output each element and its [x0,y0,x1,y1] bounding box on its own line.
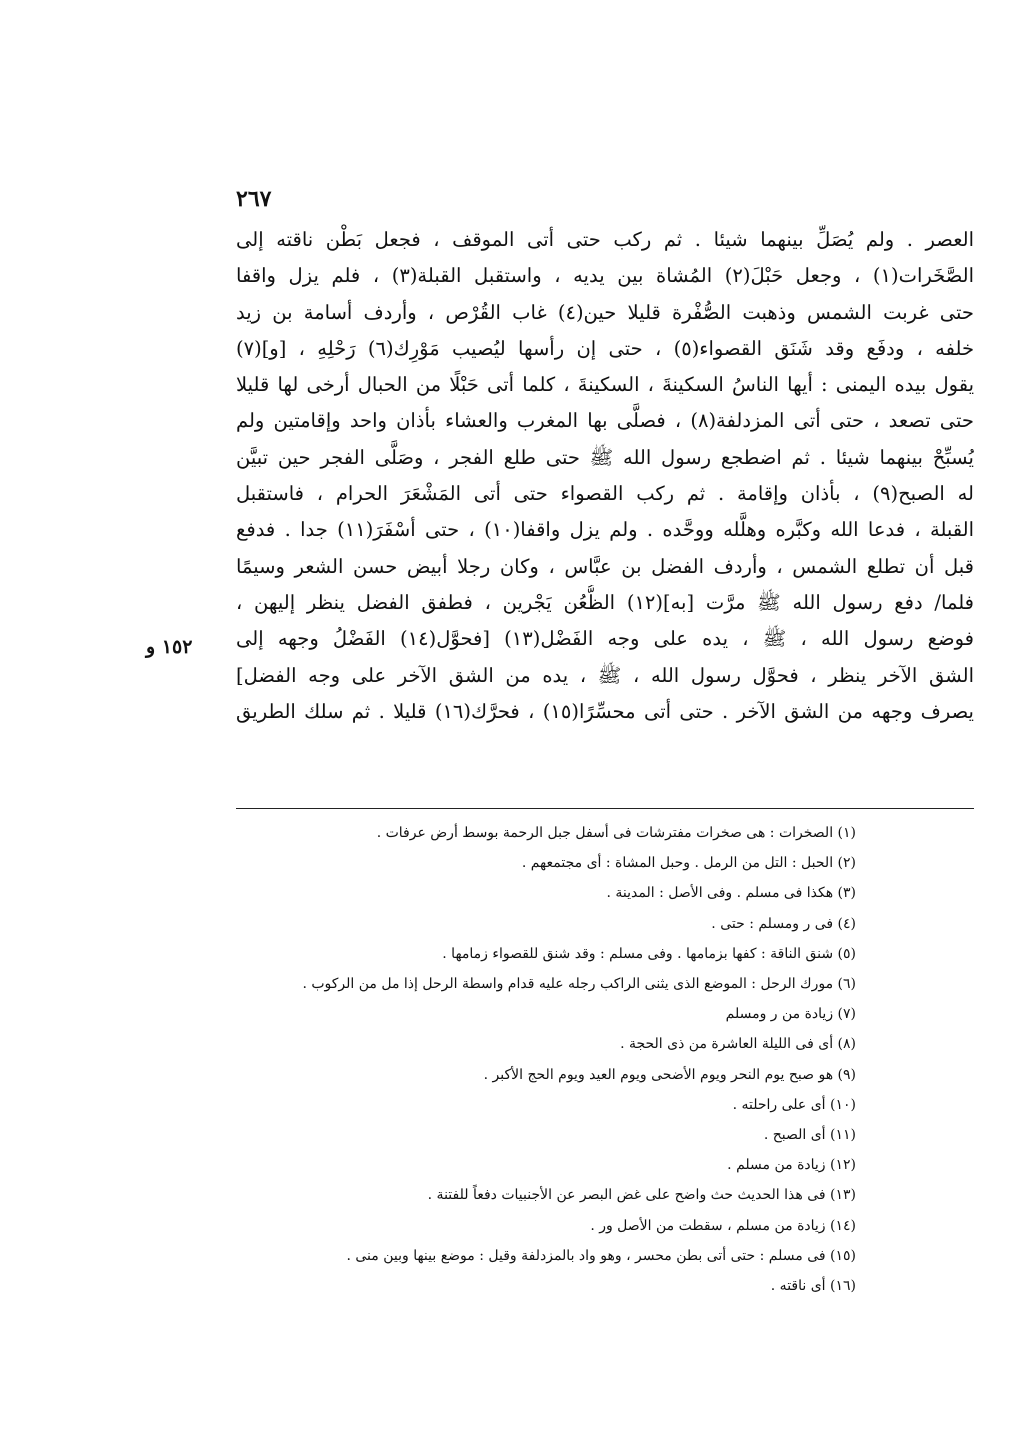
footnote: (٧) زيادة من ر ومسلم [725,1006,856,1023]
page-number: ٢٦٧ [236,186,272,212]
main-line: الصَّخَرات(١) ، وجعل حَبْلَ(٢) المُشاة بين يديه ، واستقبل القبلة(٣) ، فلم يزل واقفا [236,264,974,288]
main-line: فلما/ دفع رسول الله ﷺ مرَّت [به](١٢) الظُّعُن يَجْرين ، فطفق الفضل ينظر إليهن ، [236,590,974,614]
main-line: فوضع رسول الله ، ﷺ ، يده على وجه الفَضْل(١٣) [فحوَّل(١٤) الفَضْلُ وجهه إلى [236,627,974,651]
footnote: (١٣) فى هذا الحديث حث واضح على غض البصر عن الأجنبيات دفعاً للفتنة . [427,1187,856,1204]
main-line: القبلة ، فدعا الله وكبَّره وهلَّله ووحَّده . ولم يزل واقفا(١٠) ، حتى أسْفَرَ(١١) جدا . فدفع [236,518,974,542]
main-line: يُسبِّحْ بينهما شيئا . ثم اضطجع رسول الله ﷺ حتى طلع الفجر ، وصَلَّى الفجر حين تبيَّن [236,445,974,469]
footnote: (٣) هكذا فى مسلم . وفى الأصل : المدينة . [606,885,856,902]
footnotes [236,818,856,1301]
main-line: يقول بيده اليمنى : أيها الناسُ السكينةَ ، السكينةَ ، كلما أتى حَبْلًا من الحبال أرخى لها قليلا [236,373,974,397]
main-line: الشق الآخر ينظر ، فحوَّل رسول الله ، ﷺ ، يده من الشق الآخر على وجه الفضل] [236,663,974,687]
main-line: قبل أن تطلع الشمس ، وأردف الفضل بن عبَّاس ، وكان رجلا أبيض حسن الشعر وسيمًا [236,554,974,578]
margin-folio-note: ١٥٢ و [146,636,193,658]
main-line: حتى غربت الشمس وذهبت الصُّفْرة قليلا حين(٤) غاب القُرْص ، وأردف أسامة بن زيد [236,300,974,324]
main-line: يصرف وجهه من الشق الآخر . حتى أتى محسِّرًا(١٥) ، فحرَّك(١٦) قليلا . ثم سلك الطريق [236,699,974,723]
footnote: (١٠) أى على راحلته . [732,1096,856,1113]
footnote: (٨) أى فى الليلة العاشرة من ذى الحجة . [620,1036,856,1053]
footnote: (١١) أى الصبح . [763,1127,856,1144]
main-line: خلفه ، ودفَع وقد شَنَق القصواء(٥) ، حتى إن رأسها ليُصيب مَوْرِك(٦) رَحْلِهِ ، [و](٧) [236,336,974,360]
footnote: (٦) مورك الرحل : الموضع الذى يثنى الراكب رجله عليه قدام واسطة الرحل إذا مل من الركوب . [302,976,856,993]
footnote: (١٦) أى ناقته . [770,1278,856,1295]
footnote: (٢) الحبل : التل من الرمل . وحبل المشاة : أى مجتمعهم . [521,855,856,872]
footnote-separator [236,808,974,809]
main-line: حتى تصعد ، حتى أتى المزدلفة(٨) ، فصلَّى بها المغرب والعشاء بأذان واحد وإقامتين ولم [236,409,974,433]
footnote: (١٥) فى مسلم : حتى أتى بطن محسر ، وهو واد بالمزدلفة وقيل : موضع بينها وبين منى . [346,1247,856,1264]
footnote: (١٤) زيادة من مسلم ، سقطت من الأصل ور . [590,1217,856,1234]
main-line: العصر . ولم يُصَلِّ بينهما شيئا . ثم ركب حتى أتى الموقف ، فجعل بَطْن ناقته إلى [236,228,974,251]
main-line: له الصبح(٩) ، بأذان وإقامة . ثم ركب القصواء حتى أتى المَشْعَرَ الحرام ، فاستقبل [236,482,974,506]
footnote: (١) الصخرات : هى صخرات مفترشات فى أسفل جبل الرحمة بوسط أرض عرفات . [376,825,856,841]
footnote: (٤) فى ر ومسلم : حتى . [711,915,856,932]
footnote: (٩) هو صبح يوم النحر ويوم الأضحى ويوم العيد ويوم الحج الأكبر . [483,1066,856,1083]
footnote: (١٢) زيادة من مسلم . [727,1157,856,1174]
main-text [236,222,974,730]
footnote: (٥) شنق الناقة : كفها بزمامها . وفى مسلم : وقد شنق للقصواء زمامها . [442,945,856,962]
